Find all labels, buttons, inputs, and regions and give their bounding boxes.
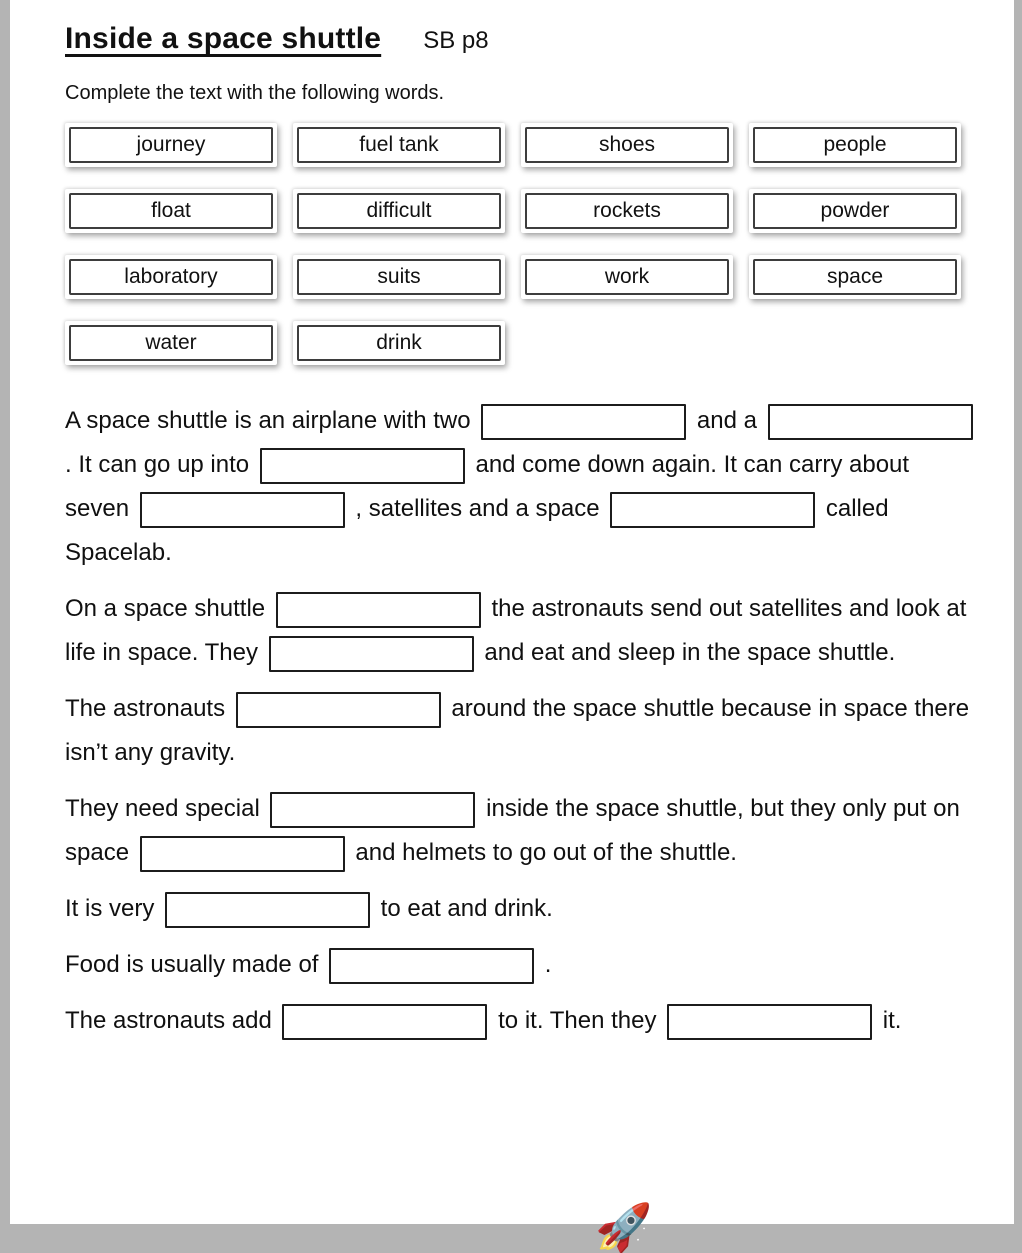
word-bank-item[interactable] <box>65 123 277 167</box>
answer-blank[interactable] <box>236 692 441 728</box>
word-bank-item[interactable] <box>521 123 733 167</box>
passage-paragraph <box>65 999 977 1043</box>
answer-blank[interactable] <box>282 1004 487 1040</box>
passage-text: , satellites and a space <box>348 495 607 522</box>
passage-text: It is very <box>65 895 162 922</box>
word-bank-item[interactable] <box>65 321 277 365</box>
passage-text: A space shuttle is an airplane with two <box>65 407 478 434</box>
word-bank-item[interactable] <box>521 189 733 233</box>
word-bank-item[interactable] <box>65 189 277 233</box>
passage-text: . <box>538 951 552 978</box>
word-bank-item-label: rockets <box>525 193 729 229</box>
answer-blank[interactable] <box>165 892 370 928</box>
passage-text: to it. Then they <box>491 1007 664 1034</box>
passage-text: The astronauts add <box>65 1007 279 1034</box>
rocket-image <box>595 1201 755 1253</box>
word-bank-item-label: laboratory <box>69 259 273 295</box>
word-bank-item-label: shoes <box>525 127 729 163</box>
passage-text: and a <box>690 407 764 434</box>
word-bank-item[interactable] <box>293 123 505 167</box>
passage-text: The astronauts <box>65 695 232 722</box>
word-bank <box>65 123 995 365</box>
word-bank-item-label: work <box>525 259 729 295</box>
word-bank-item-label: fuel tank <box>297 127 501 163</box>
answer-blank[interactable] <box>260 448 465 484</box>
answer-blank[interactable] <box>667 1004 872 1040</box>
passage-text: to eat and drink. <box>374 895 553 922</box>
passage <box>65 399 977 1043</box>
word-bank-item[interactable] <box>293 189 505 233</box>
page-reference: SB p8 <box>423 27 489 54</box>
answer-blank[interactable] <box>269 636 474 672</box>
word-bank-item[interactable] <box>749 189 961 233</box>
word-bank-item[interactable] <box>749 255 961 299</box>
word-bank-item-label: drink <box>297 325 501 361</box>
word-bank-item-label: people <box>753 127 957 163</box>
passage-paragraph <box>65 943 977 987</box>
passage-paragraph <box>65 587 977 675</box>
passage-paragraph <box>65 787 977 875</box>
instruction-text: Complete the text with the following words. <box>65 82 445 104</box>
answer-blank[interactable] <box>329 948 534 984</box>
passage-text: and eat and sleep in the space shuttle. <box>477 639 896 666</box>
worksheet-title: Inside a space shuttle <box>65 22 382 55</box>
word-bank-item[interactable] <box>293 255 505 299</box>
word-bank-item-label: suits <box>297 259 501 295</box>
passage-paragraph <box>65 887 977 931</box>
passage-text: and come down again. It can carry about seven <box>65 451 910 522</box>
rocket-icon: 🚀 <box>595 1201 653 1253</box>
word-bank-item[interactable] <box>65 255 277 299</box>
passage-text: called Spacelab. <box>65 495 889 566</box>
passage-paragraph <box>65 687 977 775</box>
passage-text: around the space shuttle because in space there isn’t any gravity. <box>65 695 970 766</box>
passage-text: They need special <box>65 795 267 822</box>
answer-blank[interactable] <box>270 792 475 828</box>
word-bank-item-label: powder <box>753 193 957 229</box>
word-bank-item-label: float <box>69 193 273 229</box>
answer-blank[interactable] <box>140 836 345 872</box>
passage-text: On a space shuttle <box>65 595 272 622</box>
word-bank-item-label: space <box>753 259 957 295</box>
word-bank-item[interactable] <box>293 321 505 365</box>
word-bank-item[interactable] <box>749 123 961 167</box>
passage-text: Food is usually made of <box>65 951 326 978</box>
answer-blank[interactable] <box>140 492 345 528</box>
word-bank-item-label: journey <box>69 127 273 163</box>
worksheet-page <box>10 0 1014 1253</box>
passage-paragraph <box>65 399 977 575</box>
passage-text: and helmets to go out of the shuttle. <box>348 839 737 866</box>
passage-text: inside the space shuttle, but they only put on space <box>65 795 960 866</box>
passage-text: it. <box>876 1007 902 1034</box>
answer-blank[interactable] <box>276 592 481 628</box>
answer-blank[interactable] <box>610 492 815 528</box>
title-row <box>65 22 984 56</box>
passage-text: . It can go up into <box>65 451 256 478</box>
word-bank-item-label: water <box>69 325 273 361</box>
word-bank-item-label: difficult <box>297 193 501 229</box>
word-bank-item[interactable] <box>521 255 733 299</box>
answer-blank[interactable] <box>768 404 973 440</box>
answer-blank[interactable] <box>481 404 686 440</box>
passage-text: the astronauts send out satellites and look at life in space. They <box>65 595 967 666</box>
